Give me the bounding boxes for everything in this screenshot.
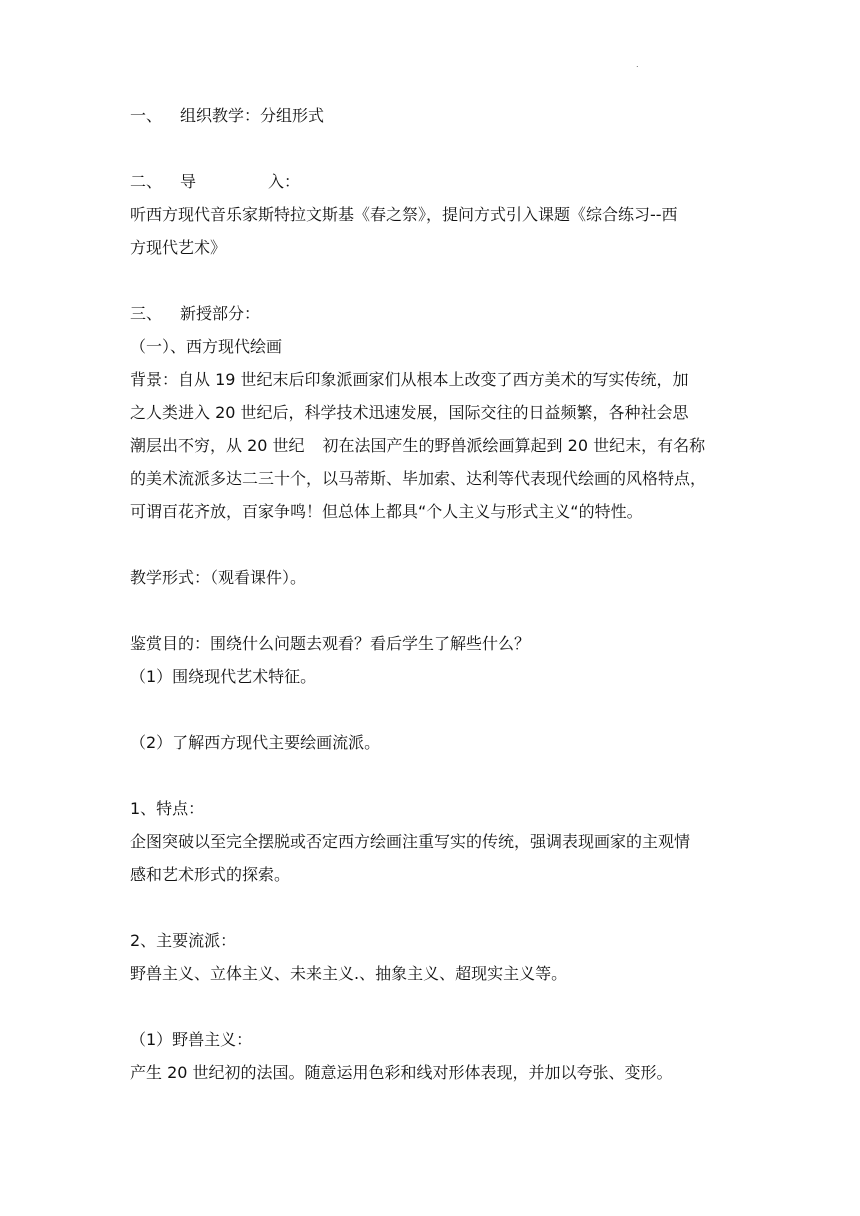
intro-line-1: 听西方现代音乐家斯特拉文斯基《春之祭》，提问方式引入课题《综合练习--西 — [130, 205, 678, 224]
schools-title: 2、主要流派： — [130, 931, 237, 950]
features-line-2: 感和艺术形式的探索。 — [130, 865, 291, 884]
section-1-heading — [130, 106, 324, 126]
background-line-3b: 初在法国产生的野兽派绘画算起到 20 世纪末，有名称 — [322, 436, 706, 455]
background-line-2: 之人类进入 20 世纪后，科学技术迅速发展，国际交往的日益频繁，各种社会思 — [130, 403, 689, 422]
teaching-form: 教学形式：（观看课件）。 — [130, 568, 307, 587]
schools-list: 野兽主义、立体主义、未来主义.、抽象主义、超现实主义等。 — [130, 964, 568, 983]
background-line-5: 可谓百花齐放，百家争鸣！但总体上都具“个人主义与形式主义“的特性。 — [130, 502, 643, 521]
appreciation-item-1: （1）围绕现代艺术特征。 — [130, 667, 317, 686]
section-1-number: 一、 — [130, 106, 163, 125]
header-mark: . — [636, 60, 639, 69]
background-line-3a: 潮层出不穷，从 20 世纪 — [130, 436, 305, 455]
subsection-1-heading: （一）、西方现代绘画 — [130, 337, 283, 356]
section-2-heading — [130, 172, 300, 192]
section-2-title-a: 导 — [180, 172, 197, 191]
section-3-number: 三、 — [130, 304, 163, 323]
features-line-1: 企图突破以至完全摆脱或否定西方绘画注重写实的传统，强调表现画家的主观情 — [130, 832, 691, 851]
section-3-title: 新授部分： — [180, 304, 261, 323]
background-line-4: 的美术流派多达二三十个，以马蒂斯、毕加索、达利等代表现代绘画的风格特点， — [130, 469, 707, 488]
appreciation-purpose: 鉴赏目的：围绕什么问题去观看？看后学生了解些什么？ — [130, 634, 531, 653]
fauvism-title: （1）野兽主义： — [130, 1030, 253, 1049]
features-title: 1、特点： — [130, 799, 205, 818]
background-line-1: 背景：自从 19 世纪末后印象派画家们从根本上改变了西方美术的写实传统，加 — [130, 370, 689, 389]
fauvism-desc: 产生 20 世纪初的法国。随意运用色彩和线对形体表现，并加以夸张、变形。 — [130, 1063, 673, 1082]
section-2-title-b: 入： — [268, 172, 301, 191]
appreciation-item-2: （2）了解西方现代主要绘画流派。 — [130, 733, 381, 752]
section-2-number: 二、 — [130, 172, 163, 191]
section-3-heading — [130, 304, 260, 324]
intro-line-2: 方现代艺术》 — [130, 238, 227, 257]
background-line-3 — [130, 436, 705, 456]
section-1-title: 组织教学：分组形式 — [180, 106, 325, 125]
